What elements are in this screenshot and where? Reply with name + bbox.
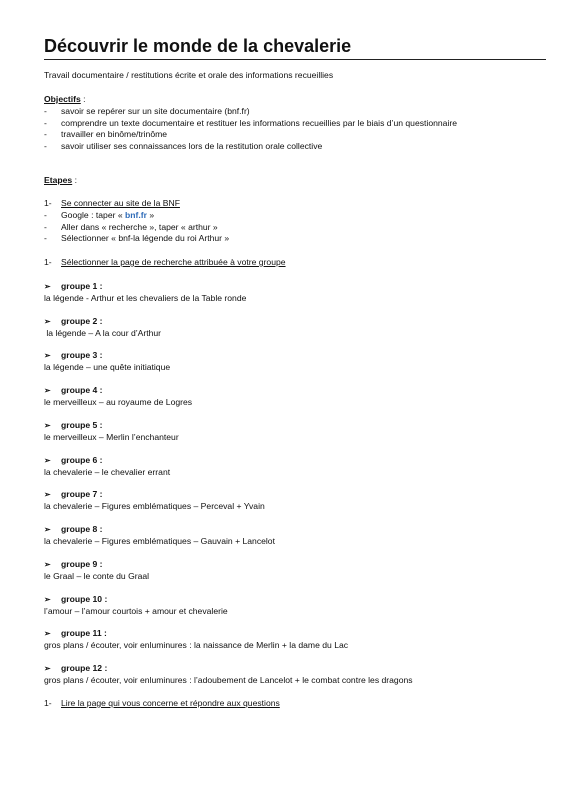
arrow-bullet-icon: ➢ — [44, 421, 51, 430]
group-name: groupe 2 : — [61, 316, 103, 326]
list-item: - comprendre un texte documentaire et restituer les informations recueillies par le biais d’un questionnaire — [44, 117, 458, 128]
step-1 — [44, 198, 180, 210]
list-item: - Google : taper « bnf.fr » — [44, 210, 155, 220]
objectifs-heading — [44, 94, 86, 106]
objectifs-heading-label: Objectifs — [44, 94, 81, 104]
list-item: - savoir utiliser ses connaissances lors de la restitution orale collective — [44, 140, 323, 151]
group-name: groupe 6 : — [61, 455, 103, 465]
group-name: groupe 11 : — [61, 628, 107, 638]
group-item — [44, 628, 348, 651]
page-title: Découvrir le monde de la chevalerie — [44, 35, 546, 60]
dash-bullet: - — [44, 233, 47, 244]
list-item: - savoir se repérer sur un site documentaire (bnf.fr) — [44, 106, 250, 116]
arrow-bullet-icon: ➢ — [44, 664, 51, 673]
group-name: groupe 8 : — [61, 524, 103, 534]
arrow-bullet-icon: ➢ — [44, 560, 51, 569]
group-item — [44, 559, 149, 582]
arrow-bullet-icon: ➢ — [44, 282, 51, 291]
arrow-bullet-icon: ➢ — [44, 595, 51, 604]
group-description: la chevalerie – Figures emblématiques – Gauvain + Lancelot — [44, 535, 275, 546]
group-description: la légende - Arthur et les chevaliers de la Table ronde — [44, 292, 247, 303]
arrow-bullet-icon: ➢ — [44, 317, 51, 326]
group-description: la légende – A la cour d’Arthur — [44, 327, 162, 338]
group-name: groupe 9 : — [61, 559, 103, 569]
group-item — [44, 524, 275, 547]
step-1-list — [44, 210, 229, 245]
group-item — [44, 316, 161, 339]
etapes-heading-label: Etapes — [44, 175, 73, 185]
dash-bullet: - — [44, 221, 47, 232]
group-item — [44, 455, 170, 478]
list-item: - travailler en binôme/trinôme — [44, 129, 168, 140]
arrow-bullet-icon: ➢ — [44, 490, 51, 499]
dash-bullet: - — [44, 129, 47, 140]
dash-bullet: - — [44, 117, 47, 128]
group-item — [44, 420, 179, 443]
arrow-bullet-icon: ➢ — [44, 525, 51, 534]
group-description: gros plans / écouter, voir enluminures : l’adoubement de Lancelot + le combat contre les dragons — [44, 674, 413, 685]
dash-bullet: - — [44, 140, 47, 151]
list-item: - Aller dans « recherche », taper « arthur » — [44, 221, 218, 232]
list-item: - Sélectionner « bnf-la légende du roi Arthur » — [44, 233, 230, 244]
group-name: groupe 7 : — [61, 489, 103, 499]
arrow-bullet-icon: ➢ — [44, 351, 51, 360]
group-description: gros plans / écouter, voir enluminures : la naissance de Merlin + la dame du Lac — [44, 639, 349, 650]
step-number: 1- — [44, 257, 52, 267]
group-item — [44, 594, 228, 617]
group-item — [44, 489, 265, 512]
group-description: le merveilleux – au royaume de Logres — [44, 396, 193, 407]
objectifs-heading-colon: : — [80, 94, 86, 104]
arrow-bullet-icon: ➢ — [44, 629, 51, 638]
group-description: la chevalerie – Figures emblématiques – Perceval + Yvain — [44, 500, 265, 511]
group-name: groupe 3 : — [61, 350, 103, 360]
arrow-bullet-icon: ➢ — [44, 386, 51, 395]
step-number: 1- — [44, 198, 52, 208]
group-description: la chevalerie – le chevalier errant — [44, 466, 171, 477]
group-name: groupe 4 : — [61, 385, 103, 395]
arrow-bullet-icon: ➢ — [44, 456, 51, 465]
group-description: le Graal – le conte du Graal — [44, 570, 150, 581]
group-name: groupe 5 : — [61, 420, 103, 430]
bnf-link[interactable]: bnf.fr — [125, 210, 147, 220]
etapes-heading — [44, 175, 77, 187]
group-item — [44, 663, 413, 686]
step-2 — [44, 257, 286, 269]
subtitle: Travail documentaire / restitutions écrite et orale des informations recueillies — [44, 70, 334, 80]
step-label: Sélectionner la page de recherche attribuée à votre groupe — [61, 257, 286, 267]
group-description: la légende – une quête initiatique — [44, 361, 171, 372]
dash-bullet: - — [44, 210, 47, 220]
dash-bullet: - — [44, 106, 47, 116]
group-item — [44, 281, 246, 304]
group-name: groupe 10 : — [61, 594, 108, 604]
step-label: Se connecter au site de la BNF — [61, 198, 180, 208]
group-item — [44, 350, 170, 373]
group-description: le merveilleux – Merlin l’enchanteur — [44, 431, 179, 442]
group-item — [44, 385, 192, 408]
group-name: groupe 1 : — [61, 281, 103, 291]
step-3 — [44, 698, 280, 710]
step-label: Lire la page qui vous concerne et répondre aux questions — [61, 698, 280, 708]
etapes-heading-colon: : — [72, 175, 77, 185]
step-number: 1- — [44, 698, 52, 708]
objectifs-list — [44, 106, 457, 152]
group-description: l’amour – l’amour courtois + amour et chevalerie — [44, 605, 228, 616]
group-name: groupe 12 : — [61, 663, 108, 673]
